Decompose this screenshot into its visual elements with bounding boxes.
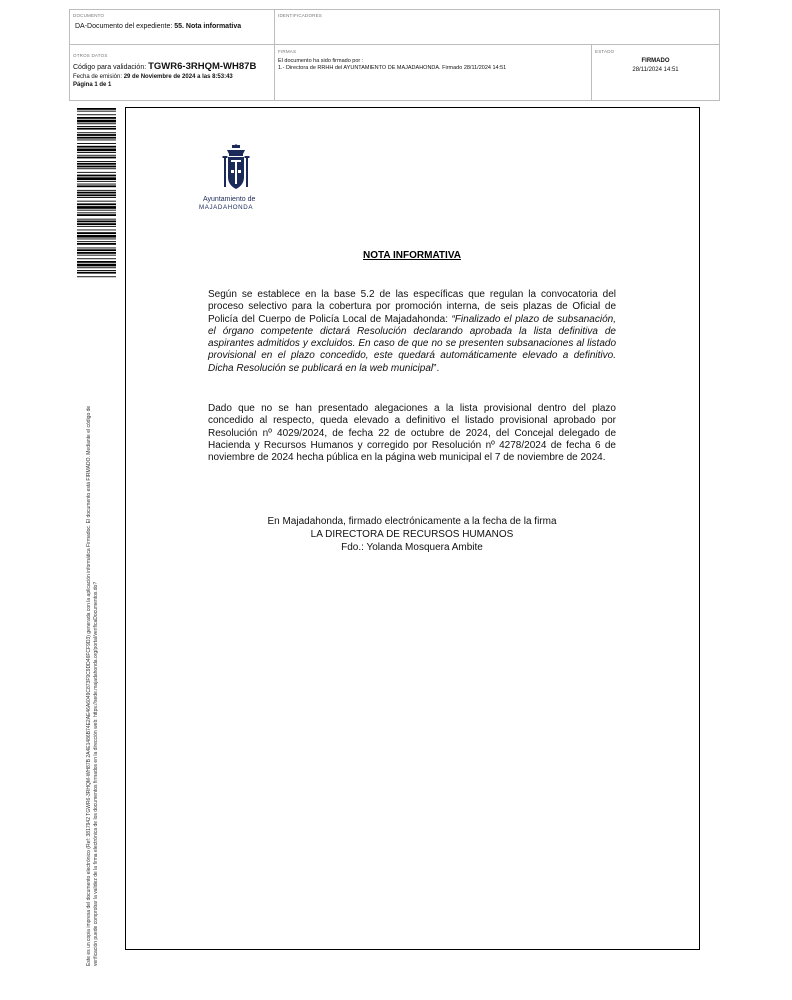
paragraph-1-quote: “Finalizado el plazo de subsanación, el órgano competente dictará Resolución declarando aprobada la lista definitiva de aspirantes admitidos y excluidos. En caso de que no se presenten subsanaciones al listado provisional en el plazo concedido, este quedará automáticamente elevado a definitivo. Dicha Resolución se publicará en la web municipal	[208, 313, 616, 374]
barcode-bar	[77, 184, 116, 185]
barcode-bar	[77, 140, 116, 141]
barcode-bar	[77, 177, 116, 180]
signature-line-1: En Majadahonda, firmado electrónicamente a la fecha de la firma	[267, 516, 557, 527]
barcode-bar	[77, 161, 116, 162]
barcode-bar	[77, 163, 116, 165]
barcode-bar	[77, 175, 116, 177]
fecha-emision	[73, 73, 233, 81]
side-verification-text	[86, 296, 100, 966]
estado-date: 28/11/2024 14:51	[632, 67, 679, 73]
barcode-bar	[77, 117, 116, 119]
barcode-bar	[77, 232, 116, 234]
barcode-bar	[77, 192, 116, 194]
header-firmas-box	[274, 44, 592, 101]
paragraph-2: Dado que no se han presentado alegaciones a la lista provisional dentro del plazo concedido al respecto, queda elevado a definitivo el listado provisional aprobado por Resolución nº 4029/2024, de fecha 22 de octubre de 2024, del Concejal delegado de Hacienda y Recursos Humanos y corregido por Resolución nº 4278/2024 de fecha 6 de noviembre de 2024 hecha pública en la página web municipal el 7 de noviembre de 2024.	[208, 403, 616, 464]
barcode-bar	[77, 252, 116, 254]
barcode-bar	[77, 276, 116, 277]
barcode-bar	[77, 223, 116, 225]
barcode-bar	[77, 258, 116, 259]
barcode-bar	[77, 134, 116, 136]
logo-text-line2: MAJADAHONDA	[199, 204, 254, 211]
estado-label: ESTADO	[595, 49, 615, 54]
firmas-label: FIRMAS	[278, 49, 297, 54]
barcode-bar	[77, 114, 116, 115]
barcode-bar	[77, 197, 116, 198]
logo-text-line1: Ayuntamiento de	[203, 196, 256, 203]
barcode-bar	[77, 194, 116, 196]
barcode-bar	[77, 255, 116, 256]
barcode-bar	[77, 123, 116, 124]
firmas-line2: 1.- Directora de RRHH del AYUNTAMIENTO DE MAJADAHONDA. Firmado 28/11/2024 14:51	[278, 65, 507, 71]
fecha-value: 29 de Noviembre de 2024 a las 8:53:43	[123, 74, 233, 80]
barcode-bar	[77, 149, 116, 152]
barcode-bar	[77, 267, 116, 268]
documento-name: 55. Nota informativa	[174, 23, 242, 30]
barcode-bar	[77, 143, 116, 144]
barcode-bar	[77, 221, 116, 223]
signature-line-3: Fdo.: Yolanda Mosquera Ambite	[341, 542, 483, 553]
barcode-bar	[77, 230, 116, 231]
barcode-bar	[77, 155, 116, 156]
barcode-bar	[77, 272, 116, 274]
barcode-bar	[77, 249, 116, 251]
barcode-bar	[77, 190, 116, 191]
documento-prefix: DA-Documento del expediente:	[75, 23, 175, 30]
firmas-line1: El documento ha sido firmado por :	[278, 58, 364, 64]
barcode-bar	[77, 168, 116, 169]
barcode-bar	[77, 185, 116, 187]
identificadores-label: IDENTIFICADORES	[278, 13, 323, 18]
barcode-bar	[77, 181, 116, 182]
barcode-bar	[77, 157, 116, 159]
document-title: NOTA INFORMATIVA	[363, 250, 461, 261]
barcode-bar	[77, 219, 116, 220]
otros-datos-label: OTROS DATOS	[73, 53, 108, 58]
documento-label: DOCUMENTO	[73, 13, 105, 18]
side-text-line2: verificación puede comprobar la validez de la firma electrónica de los documentos firmados en la dirección web: https://sede.majadahonda.org/portal/verificaDocumentos.do?	[93, 581, 99, 966]
barcode-bar	[77, 270, 116, 271]
codigo-label: Código para validación:	[73, 64, 149, 71]
barcode-bar	[77, 243, 116, 245]
barcode-bar	[77, 241, 116, 242]
barcode-bar	[77, 137, 116, 139]
barcode-bar	[77, 226, 116, 227]
barcode-bar	[77, 239, 116, 240]
barcode-bar	[77, 261, 116, 263]
estado-status: FIRMADO	[641, 58, 670, 64]
barcode-bar	[77, 128, 116, 130]
paragraph-1-end: ”.	[433, 362, 440, 374]
barcode-bar	[77, 206, 116, 209]
barcode-bar	[77, 146, 116, 148]
header-identificadores-box	[274, 9, 720, 45]
barcode	[77, 108, 116, 278]
documento-text	[75, 22, 265, 32]
barcode-bar	[77, 264, 116, 267]
pagina-info: Página 1 de 1	[73, 82, 112, 88]
barcode-bar	[77, 108, 116, 110]
codigo-validacion	[73, 62, 256, 72]
barcode-bar	[77, 203, 116, 205]
barcode-bar	[77, 132, 116, 133]
barcode-bar	[77, 111, 116, 112]
barcode-bar	[77, 152, 116, 153]
paragraph-1	[208, 289, 616, 375]
barcode-bar	[77, 166, 116, 168]
paragraph-1-normal: Según se establece en la base 5.2 de las específicas que regulan la convocatoria del proceso selectivo para la cobertura por promoción interna, de seis plazas de Oficial de Policía del Cuerpo de Policía Local de Majadahonda:	[208, 289, 616, 325]
barcode-bar	[77, 172, 116, 173]
barcode-bar	[77, 248, 116, 249]
barcode-bar	[77, 214, 116, 216]
barcode-bar	[77, 212, 116, 213]
barcode-bar	[77, 235, 116, 238]
barcode-bar	[77, 120, 116, 123]
barcode-bar	[77, 210, 116, 211]
barcode-bar	[77, 201, 116, 202]
signature-line-2: LA DIRECTORA DE RECURSOS HUMANOS	[310, 529, 514, 540]
codigo-value: TGWR6-3RHQM-WH87B	[148, 61, 257, 72]
fecha-label: Fecha de emisión:	[73, 74, 124, 80]
side-text-line1: Este es un copia impresa del documento electrónico (Ref: 3817942 TGWR6-3RHQM-WH87B 2A4E1486B74E2AE46A6049C873F9C9DD46FCF9D3) generada con la aplicación informática Firmadoc. El documento está FIRMADO. Mediante el código de	[86, 405, 92, 966]
barcode-bar	[77, 126, 116, 127]
